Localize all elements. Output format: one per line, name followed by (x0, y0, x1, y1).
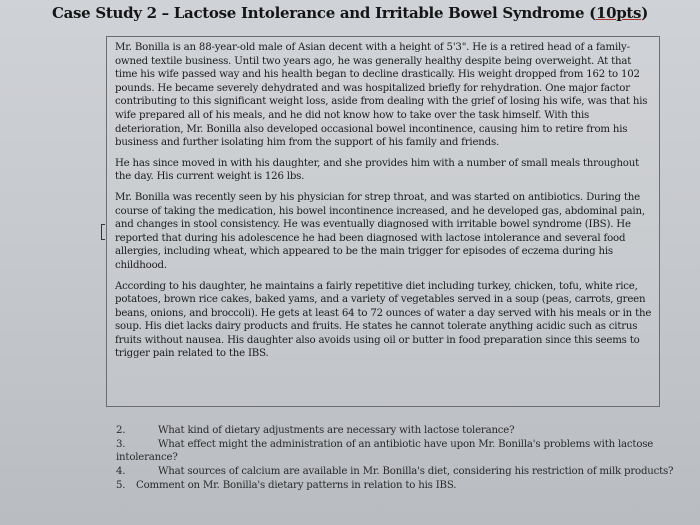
case-paragraph-4: According to his daughter, he maintains a fairly repetitive diet including turkey, chicken, tofu, white rice, potatoes, brown rice cakes, baked yams, and a variety of vegetables served in a soup (peas, carrots, green beans, onions, and broccoli). He gets at least 64 to 72 ounces of water a day served with his meals or in the soup. His diet lacks dairy products and fruits. He states he cannot tolerate anything acidic such as citrus fruits without nausea. His daughter also avoids using oil or butter in food preparation since this seems to trigger pain related to the IBS. (115, 280, 652, 360)
case-paragraph-2: He has since moved in with his daughter, and she provides him with a number of small meals throughout the day. His current weight is 126 lbs. (115, 157, 639, 183)
question-number: 3. (116, 439, 126, 450)
title-points: 10pts (595, 4, 642, 22)
title-close: ) (641, 4, 649, 22)
question-number: 5. (116, 480, 126, 491)
question-item-4 (116, 465, 676, 478)
question-text: What effect might the administration of an antibiotic have upon Mr. Bonilla's problems with lactose intolerance? (116, 439, 654, 463)
question-text: What sources of calcium are available in Mr. Bonilla's diet, considering his restriction of milk products? (158, 466, 674, 477)
question-text: Comment on Mr. Bonilla's dietary patterns in relation to his IBS. (136, 480, 457, 491)
question-number: 2. (116, 425, 126, 436)
question-list (116, 424, 676, 493)
question-item-3 (116, 438, 676, 464)
case-paragraph-3: Mr. Bonilla was recently seen by his physician for strep throat, and was started on antibiotics. During the course of taking the medication, his bowel incontinence increased, and he developed gas, abdominal pain, and changes in stool consistency. He was eventually diagnosed with irritable bowel syndrome (IBS). He reported that during his adolescence he had been diagnosed with lactose intolerance and several food allergies, including wheat, which appeared to be the main trigger for episodes of eczema during his childhood. (115, 191, 645, 271)
question-item-5 (116, 479, 676, 492)
case-study-box (106, 36, 660, 407)
question-item-2 (116, 424, 676, 437)
title-main: Case Study 2 – Lactose Intolerance and Irritable Bowel Syndrome ( (51, 4, 596, 22)
case-paragraph-1: Mr. Bonilla is an 88-year-old male of Asian decent with a height of 5'3". He is a retired head of a family-owned textile business. Until two years ago, he was generally healthy despite being overweight. At that time his wife passed way and his health began to decline drastically. His weight dropped from 162 to 102 pounds. He became severely dehydrated and was hospitalized briefly for rehydration. One major factor contributing to this significant weight loss, aside from dealing with the grief of losing his wife, was that his wife prepared all of his meals, and he did not know how to take over the task himself. With this deterioration, Mr. Bonilla also developed occasional bowel incontinence, causing him to retire from his business and further isolating him from the support of his family and friends. (115, 42, 648, 149)
text-cursor-bracket (101, 224, 105, 240)
page-title (0, 4, 700, 22)
question-number: 4. (116, 466, 126, 477)
question-text: What kind of dietary adjustments are necessary with lactose tolerance? (158, 425, 515, 436)
